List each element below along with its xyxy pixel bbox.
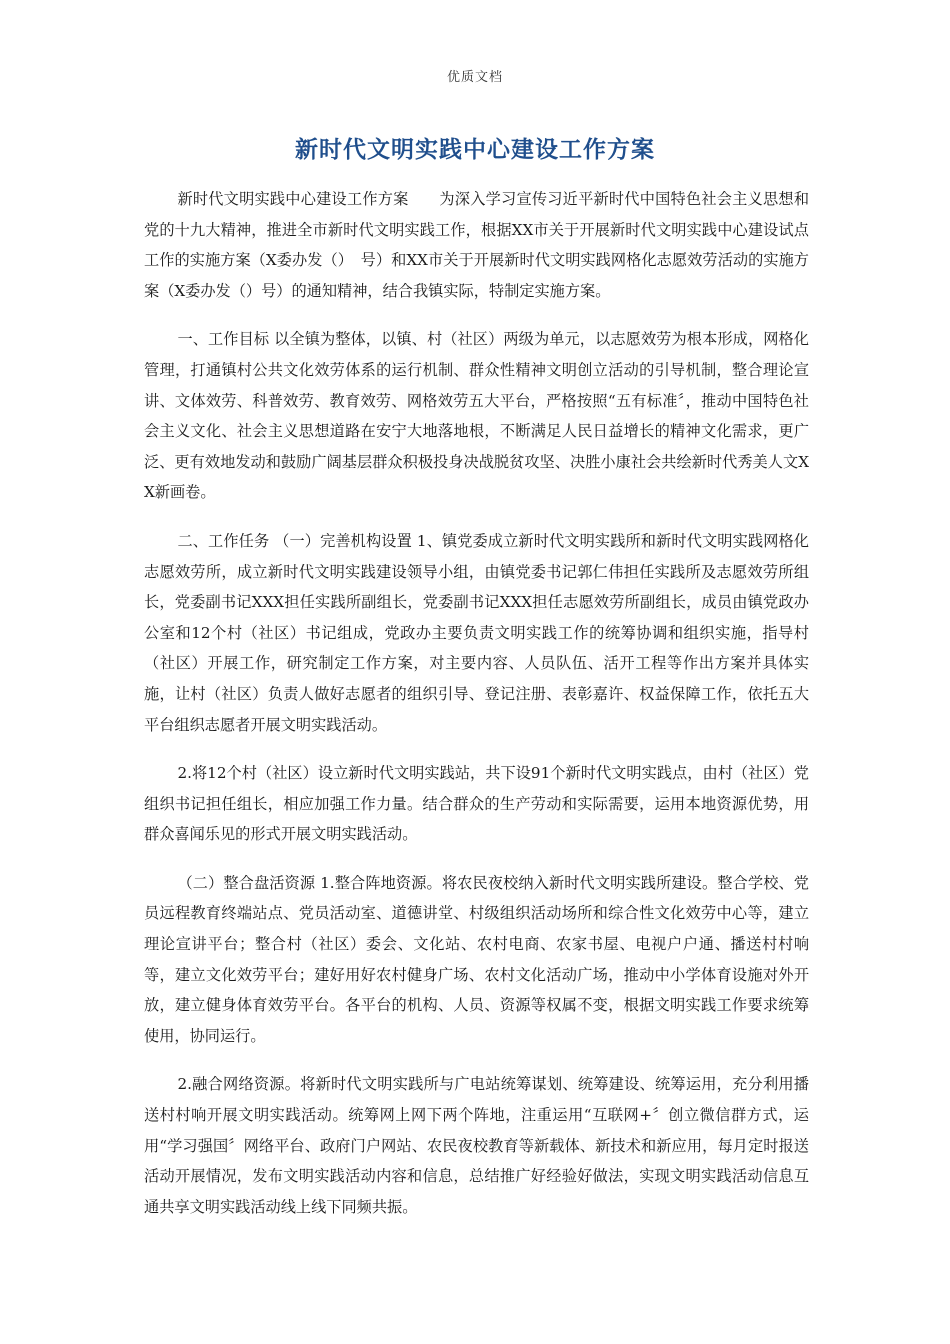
paragraph-work-tasks: 二、工作任务 （一）完善机构设置 1、镇党委成立新时代文明实践所和新时代文明实践网格化志愿效劳所，成立新时代文明实践建设领导小组，由镇党委书记郭仁伟担任实践所及志愿效劳所组长，党委副书记XXX担任实践所副组长，党委副书记XXX担任志愿效劳所副组长，成员由镇党政办公室和12个村（社区）书记组成，党政办主要负责文明实践工作的统筹协调和组织实施，指导村（社区）开展工作，研究制定工作方案，对主要内容、人员队伍、活开工程等作出方案并具体实施，让村（社区）负责人做好志愿者的组织引导、登记注册、表彰嘉许、权益保障工作，依托五大平台组织志愿者开展文明实践活动。 xyxy=(144,531,809,734)
paragraph-integrate-resources: （二）整合盘活资源 1.整合阵地资源。将农民夜校纳入新时代文明实践所建设。整合学校、党员远程教育终端站点、党员活动室、道德讲堂、村级组织活动场所和综合性文化效劳中心等，建立理论宣讲平台；整合村（社区）委会、文化站、农村电商、农家书屋、电视户户通、播送村村响等，建立文化效劳平台；建好用好农村健身广场、农村文化活动广场，推动中小学体育设施对外开放，建立健身体育效劳平台。各平台的机构、人员、资源等权属不变，根据文明实践工作要求统筹使用，协同运行。 xyxy=(144,873,809,1045)
paragraph-practice-stations: 2.将12个村（社区）设立新时代文明实践站，共下设91个新时代文明实践点，由村（社区）党组织书记担任组长，相应加强工作力量。结合群众的生产劳动和实际需要，运用本地资源优势，用群众喜闻乐见的形式开展文明实践活动。 xyxy=(144,764,809,844)
document-body xyxy=(144,184,809,1240)
paragraph-intro: 新时代文明实践中心建设工作方案 为深入学习宣传习近平新时代中国特色社会主义思想和党的十九大精神，推进全市新时代文明实践工作，根据XX市关于开展新时代文明实践中心建设试点工作的实施方案（X委办发（） 号）和XX市关于开展新时代文明实践网格化志愿效劳活动的实施方案（X委办发（）号）的通知精神，结合我镇实际，特制定实施方案。 xyxy=(144,190,809,300)
document-title: 新时代文明实践中心建设工作方案 xyxy=(295,137,655,163)
paragraph-work-goal: 一、工作目标 以全镇为整体，以镇、村（社区）两级为单元，以志愿效劳为根本形成，网格化管理，打通镇村公共文化效劳体系的运行机制、群众性精神文明创立活动的引导机制，整合理论宣讲、文体效劳、科普效劳、教育效劳、网格效劳五大平台，严格按照“五有标准〞，推动中国特色社会主义文化、社会主义思想道路在安宁大地落地根，不断满足人民日益增长的精神文化需求，更广泛、更有效地发动和鼓励广阔基层群众积极投身决战脱贫攻坚、决胜小康社会共绘新时代秀美人文XX新画卷。 xyxy=(144,330,809,502)
header-label: 优质文档 xyxy=(446,70,503,85)
paragraph-network-resources: 2.融合网络资源。将新时代文明实践所与广电站统筹谋划、统筹建设、统筹运用，充分利用播送村村响开展文明实践活动。统筹网上网下两个阵地，注重运用“互联网+〞创立微信群方式，运用“学习强国〞网络平台、政府门户网站、农民夜校教育等新载体、新技术和新应用，每月定时报送活动开展情况，发布文明实践活动内容和信息，总结推广好经验好做法，实现文明实践活动信息互通共享文明实践活动线上线下同频共振。 xyxy=(144,1075,809,1216)
